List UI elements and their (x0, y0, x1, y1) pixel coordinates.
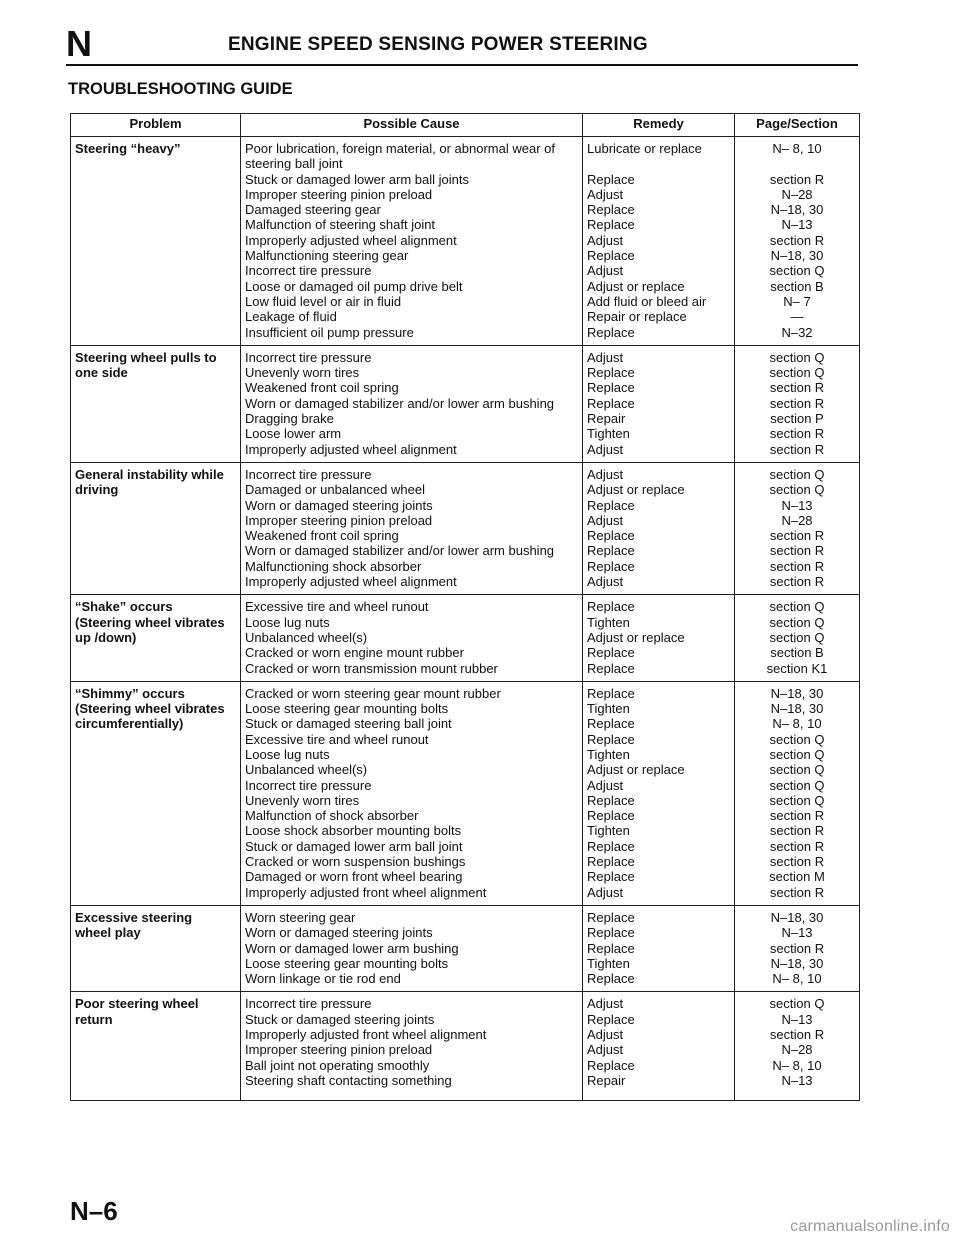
page-section-text: section M (769, 869, 825, 885)
page-section-text: N–13 (781, 925, 813, 941)
remedy-text: Adjust or replace (587, 762, 685, 778)
problem-cell (71, 595, 241, 681)
table-row (71, 681, 860, 905)
problem-text: General instability while (75, 466, 224, 482)
remedy-text: Tighten (587, 823, 630, 839)
remedy-text: Adjust (587, 232, 624, 248)
page-section-text: section Q (769, 349, 825, 365)
cause-text: Malfunction of shock absorber (245, 808, 419, 824)
page-section-cell (735, 462, 860, 594)
cause-text: Improperly adjusted wheel alignment (245, 441, 457, 457)
cause-text: Incorrect tire pressure (245, 263, 372, 279)
remedy-text: Replace (587, 645, 635, 661)
remedy-text: Replace (587, 792, 635, 808)
cause-text: Excessive tire and wheel runout (245, 599, 429, 615)
remedy-text: Adjust (587, 466, 624, 482)
page-section-text: section R (769, 171, 825, 187)
cause-text: Stuck or damaged lower arm ball joints (245, 171, 469, 187)
troubleshooting-table (70, 113, 860, 1101)
page-section-text: section K1 (766, 660, 828, 676)
page-section-text: section R (769, 441, 825, 457)
table-row (71, 905, 860, 991)
problem-text: (Steering wheel vibrates (75, 701, 225, 717)
remedy-text: Replace (587, 217, 635, 233)
page-section-text: section B (770, 278, 824, 294)
table-row (71, 345, 860, 462)
page-section-text: section Q (769, 777, 825, 793)
page-section-text: section P (770, 411, 824, 427)
cause-text: Poor lubrication, foreign material, or abnormal wear of (245, 141, 555, 156)
cause-text: Improperly adjusted wheel alignment (245, 232, 457, 248)
page-section-text: N–18, 30 (770, 202, 824, 218)
remedy-text: Replace (587, 869, 635, 885)
remedy-text: Replace (587, 909, 635, 925)
remedy-text: Add fluid or bleed air (587, 293, 707, 309)
page-number: N–6 (70, 1196, 118, 1226)
page-section-text: section Q (769, 731, 825, 747)
cause-text: steering ball joint (245, 156, 343, 172)
remedy-text: Replace (587, 558, 635, 574)
cause-text: Worn or damaged steering joints (245, 497, 433, 513)
page-section-text: section R (769, 854, 825, 870)
cause-text: Damaged steering gear (245, 202, 381, 218)
problem-text: “Shake” occurs (75, 599, 173, 615)
remedy-text: Replace (587, 925, 635, 941)
page-section-text: N– 8, 10 (772, 971, 822, 987)
page-section-text: section R (769, 543, 825, 559)
remedy-text: Replace (587, 599, 635, 615)
cause-cell (241, 595, 583, 681)
cause-text: Incorrect tire pressure (245, 349, 372, 365)
remedy-cell (583, 992, 735, 1101)
page-section-cell (735, 595, 860, 681)
column-header-page-section: Page/Section (735, 114, 860, 137)
remedy-text: Replace (587, 528, 635, 544)
cause-text: Loose steering gear mounting bolts (245, 955, 449, 971)
spacer (587, 156, 730, 171)
table-row (71, 462, 860, 594)
page-section-text: N–13 (781, 217, 813, 233)
table-row (71, 595, 860, 681)
cause-text: Worn or damaged stabilizer and/or lower arm bushing (245, 395, 555, 411)
page-section-text: section R (769, 884, 825, 900)
cause-text: Loose lug nuts (245, 746, 330, 762)
table-row (71, 137, 860, 346)
page-section-text: section R (769, 232, 825, 248)
table-row (71, 992, 860, 1101)
page-section-text: section Q (769, 792, 825, 808)
cause-text: Weakened front coil spring (245, 528, 399, 544)
page-section-text: N–13 (781, 1011, 813, 1027)
cause-text: Dragging brake (245, 411, 334, 427)
page-section-text: section R (769, 426, 825, 442)
page-section-text: N– 8, 10 (772, 141, 822, 156)
page-section-text: N–18, 30 (770, 685, 824, 701)
page-section-text: N–18, 30 (770, 701, 824, 717)
problem-cell (71, 345, 241, 462)
column-header-problem: Problem (71, 114, 241, 137)
page-section-text: N– 8, 10 (772, 1057, 822, 1073)
cause-text: Cracked or worn engine mount rubber (245, 645, 464, 661)
cause-text: Loose lower arm (245, 426, 342, 442)
cause-text: Malfunction of steering shaft joint (245, 217, 436, 233)
remedy-cell (583, 137, 735, 346)
cause-text: Incorrect tire pressure (245, 996, 372, 1012)
remedy-cell (583, 905, 735, 991)
cause-text: Stuck or damaged steering ball joint (245, 716, 452, 732)
remedy-text: Replace (587, 685, 635, 701)
page-section-text: N–13 (781, 497, 813, 513)
problem-text: return (75, 1011, 113, 1027)
section-letter: N (66, 23, 92, 64)
cause-text: Worn or damaged lower arm bushing (245, 940, 459, 956)
page-section-text: section R (769, 823, 825, 839)
cause-text: Steering shaft contacting something (245, 1072, 452, 1088)
page-section-cell (735, 905, 860, 991)
remedy-text: Replace (587, 716, 635, 732)
remedy-text: Adjust (587, 441, 624, 457)
remedy-cell (583, 595, 735, 681)
cause-text: Unbalanced wheel(s) (245, 762, 368, 778)
remedy-text: Replace (587, 854, 635, 870)
column-header-remedy: Remedy (583, 114, 735, 137)
page-section-text: N–18, 30 (770, 909, 824, 925)
page-section-text: section Q (769, 482, 825, 498)
remedy-text: Replace (587, 971, 635, 987)
cause-text: Cracked or worn suspension bushings (245, 854, 466, 870)
page-section-text: N– 8, 10 (772, 716, 822, 732)
cause-text: Improperly adjusted front wheel alignment (245, 884, 487, 900)
problem-cell (71, 992, 241, 1101)
page-section-text: section R (769, 940, 825, 956)
remedy-text: Replace (587, 808, 635, 824)
remedy-text: Replace (587, 838, 635, 854)
remedy-text: Replace (587, 380, 635, 396)
page-section-cell (735, 137, 860, 346)
cause-text: Worn steering gear (245, 909, 356, 925)
page-section-text: section R (769, 1027, 825, 1043)
remedy-text: Adjust or replace (587, 278, 685, 294)
cause-text: Damaged or worn front wheel bearing (245, 869, 463, 885)
page-section-text: N– 7 (783, 293, 811, 309)
remedy-text: Tighten (587, 614, 630, 630)
problem-text: Steering “heavy” (75, 141, 181, 156)
problem-cell (71, 137, 241, 346)
remedy-text: Adjust (587, 186, 624, 202)
cause-text: Loose shock absorber mounting bolts (245, 823, 462, 839)
cause-cell (241, 462, 583, 594)
cause-text: Worn or damaged steering joints (245, 925, 433, 941)
cause-cell (241, 681, 583, 905)
cause-text: Incorrect tire pressure (245, 466, 372, 482)
problem-cell (71, 905, 241, 991)
remedy-text: Adjust or replace (587, 482, 685, 498)
remedy-text: Adjust (587, 349, 624, 365)
page-section-text: section Q (769, 762, 825, 778)
remedy-cell (583, 681, 735, 905)
page-section-text: section R (769, 838, 825, 854)
cause-text: Unevenly worn tires (245, 792, 360, 808)
remedy-text: Replace (587, 365, 635, 381)
page-section-text: N–18, 30 (770, 955, 824, 971)
cause-text: Stuck or damaged lower arm ball joint (245, 838, 463, 854)
cause-text: Unevenly worn tires (245, 365, 360, 381)
cause-text: Improper steering pinion preload (245, 186, 433, 202)
problem-cell (71, 681, 241, 905)
page-section-text: section Q (769, 746, 825, 762)
page-section-text: N–18, 30 (770, 248, 824, 264)
problem-cell (71, 462, 241, 594)
remedy-text: Adjust or replace (587, 629, 685, 645)
cause-cell (241, 992, 583, 1101)
page-section-text: N–28 (781, 512, 813, 528)
remedy-text: Replace (587, 497, 635, 513)
page-section-text: section R (769, 380, 825, 396)
remedy-text: Adjust (587, 1027, 624, 1043)
cause-text: Cracked or worn transmission mount rubber (245, 660, 498, 676)
remedy-cell (583, 345, 735, 462)
problem-text: Poor steering wheel (75, 996, 199, 1012)
remedy-text: Replace (587, 1011, 635, 1027)
page-section-text: — (790, 309, 804, 325)
remedy-text: Replace (587, 940, 635, 956)
page-section-text: section Q (769, 614, 825, 630)
table-header-row (71, 114, 860, 137)
cause-text: Low fluid level or air in fluid (245, 293, 402, 309)
cause-text: Worn linkage or tie rod end (245, 971, 401, 987)
page-section-text: section R (769, 808, 825, 824)
cause-text: Leakage of fluid (245, 309, 337, 325)
remedy-text: Tighten (587, 426, 630, 442)
page-section-text: section B (770, 645, 824, 661)
remedy-text: Adjust (587, 574, 624, 590)
cause-text: Worn or damaged stabilizer and/or lower arm bushing (245, 543, 555, 559)
problem-text: Excessive steering (75, 909, 193, 925)
page-section-cell (735, 345, 860, 462)
cause-text: Loose steering gear mounting bolts (245, 701, 449, 717)
cause-text: Loose or damaged oil pump drive belt (245, 278, 463, 294)
remedy-text: Replace (587, 171, 635, 187)
page-section-text: section Q (769, 996, 825, 1012)
cause-text: Ball joint not operating smoothly (245, 1057, 430, 1073)
remedy-text: Adjust (587, 777, 624, 793)
problem-text: circumferentially) (75, 716, 184, 732)
cause-text: Improper steering pinion preload (245, 512, 433, 528)
remedy-text: Repair (587, 411, 626, 427)
page-section-text: section R (769, 395, 825, 411)
remedy-text: Replace (587, 324, 635, 340)
cause-text: Malfunctioning steering gear (245, 248, 409, 264)
page-section-text: N–28 (781, 1042, 813, 1058)
cause-text: Excessive tire and wheel runout (245, 731, 429, 747)
remedy-text: Replace (587, 543, 635, 559)
remedy-text: Replace (587, 731, 635, 747)
remedy-text: Replace (587, 395, 635, 411)
remedy-text: Adjust (587, 512, 624, 528)
page-section-text: N–28 (781, 186, 813, 202)
page-section-text: N–32 (781, 324, 813, 340)
remedy-text: Repair (587, 1072, 626, 1088)
remedy-text: Lubricate or replace (587, 141, 702, 156)
cause-text: Improperly adjusted wheel alignment (245, 574, 457, 590)
remedy-text: Adjust (587, 263, 624, 279)
cause-cell (241, 905, 583, 991)
cause-text: Weakened front coil spring (245, 380, 399, 396)
table-body (71, 137, 860, 1101)
problem-text: wheel play (75, 925, 141, 941)
cause-text: Unbalanced wheel(s) (245, 629, 368, 645)
problem-text: “Shimmy” occurs (75, 685, 185, 701)
page-section-text: section R (769, 558, 825, 574)
page-section-text: N–13 (781, 1072, 813, 1088)
problem-text: one side (75, 365, 128, 381)
cause-text: Damaged or unbalanced wheel (245, 482, 425, 498)
cause-cell (241, 137, 583, 346)
page-section-text: section R (769, 574, 825, 590)
remedy-text: Adjust (587, 996, 624, 1012)
remedy-text: Replace (587, 202, 635, 218)
cause-text: Malfunctioning shock absorber (245, 558, 422, 574)
page-section-cell (735, 681, 860, 905)
problem-text: up /down) (75, 629, 137, 645)
guide-title: TROUBLESHOOTING GUIDE (68, 80, 293, 98)
problem-text: driving (75, 482, 119, 498)
problem-text: Steering wheel pulls to (75, 349, 217, 365)
cause-text: Incorrect tire pressure (245, 777, 372, 793)
cause-text: Loose lug nuts (245, 614, 330, 630)
cause-text: Cracked or worn steering gear mount rubber (245, 685, 501, 701)
problem-text: (Steering wheel vibrates (75, 614, 225, 630)
remedy-text: Tighten (587, 746, 630, 762)
cause-cell (241, 345, 583, 462)
cause-text: Stuck or damaged steering joints (245, 1011, 435, 1027)
remedy-cell (583, 462, 735, 594)
watermark: carmanualsonline.info (790, 1218, 950, 1235)
page-title: ENGINE SPEED SENSING POWER STEERING (228, 34, 648, 55)
cause-text: Insufficient oil pump pressure (245, 324, 414, 340)
remedy-text: Replace (587, 248, 635, 264)
remedy-text: Adjust (587, 884, 624, 900)
page-section-text: section Q (769, 466, 825, 482)
page-section-cell (735, 992, 860, 1101)
page-section-text: section Q (769, 599, 825, 615)
remedy-text: Adjust (587, 1042, 624, 1058)
column-header-possible-cause: Possible Cause (241, 114, 583, 137)
remedy-text: Repair or replace (587, 309, 687, 325)
remedy-text: Replace (587, 1057, 635, 1073)
page-section-text: section Q (769, 365, 825, 381)
remedy-text: Tighten (587, 955, 630, 971)
page-section-text: section Q (769, 629, 825, 645)
remedy-text: Replace (587, 660, 635, 676)
page-header (66, 23, 858, 66)
remedy-text: Tighten (587, 701, 630, 717)
spacer (739, 156, 855, 171)
cause-text: Improperly adjusted front wheel alignment (245, 1027, 487, 1043)
page-section-text: section R (769, 528, 825, 544)
cause-text: Improper steering pinion preload (245, 1042, 433, 1058)
page-section-text: section Q (769, 263, 825, 279)
